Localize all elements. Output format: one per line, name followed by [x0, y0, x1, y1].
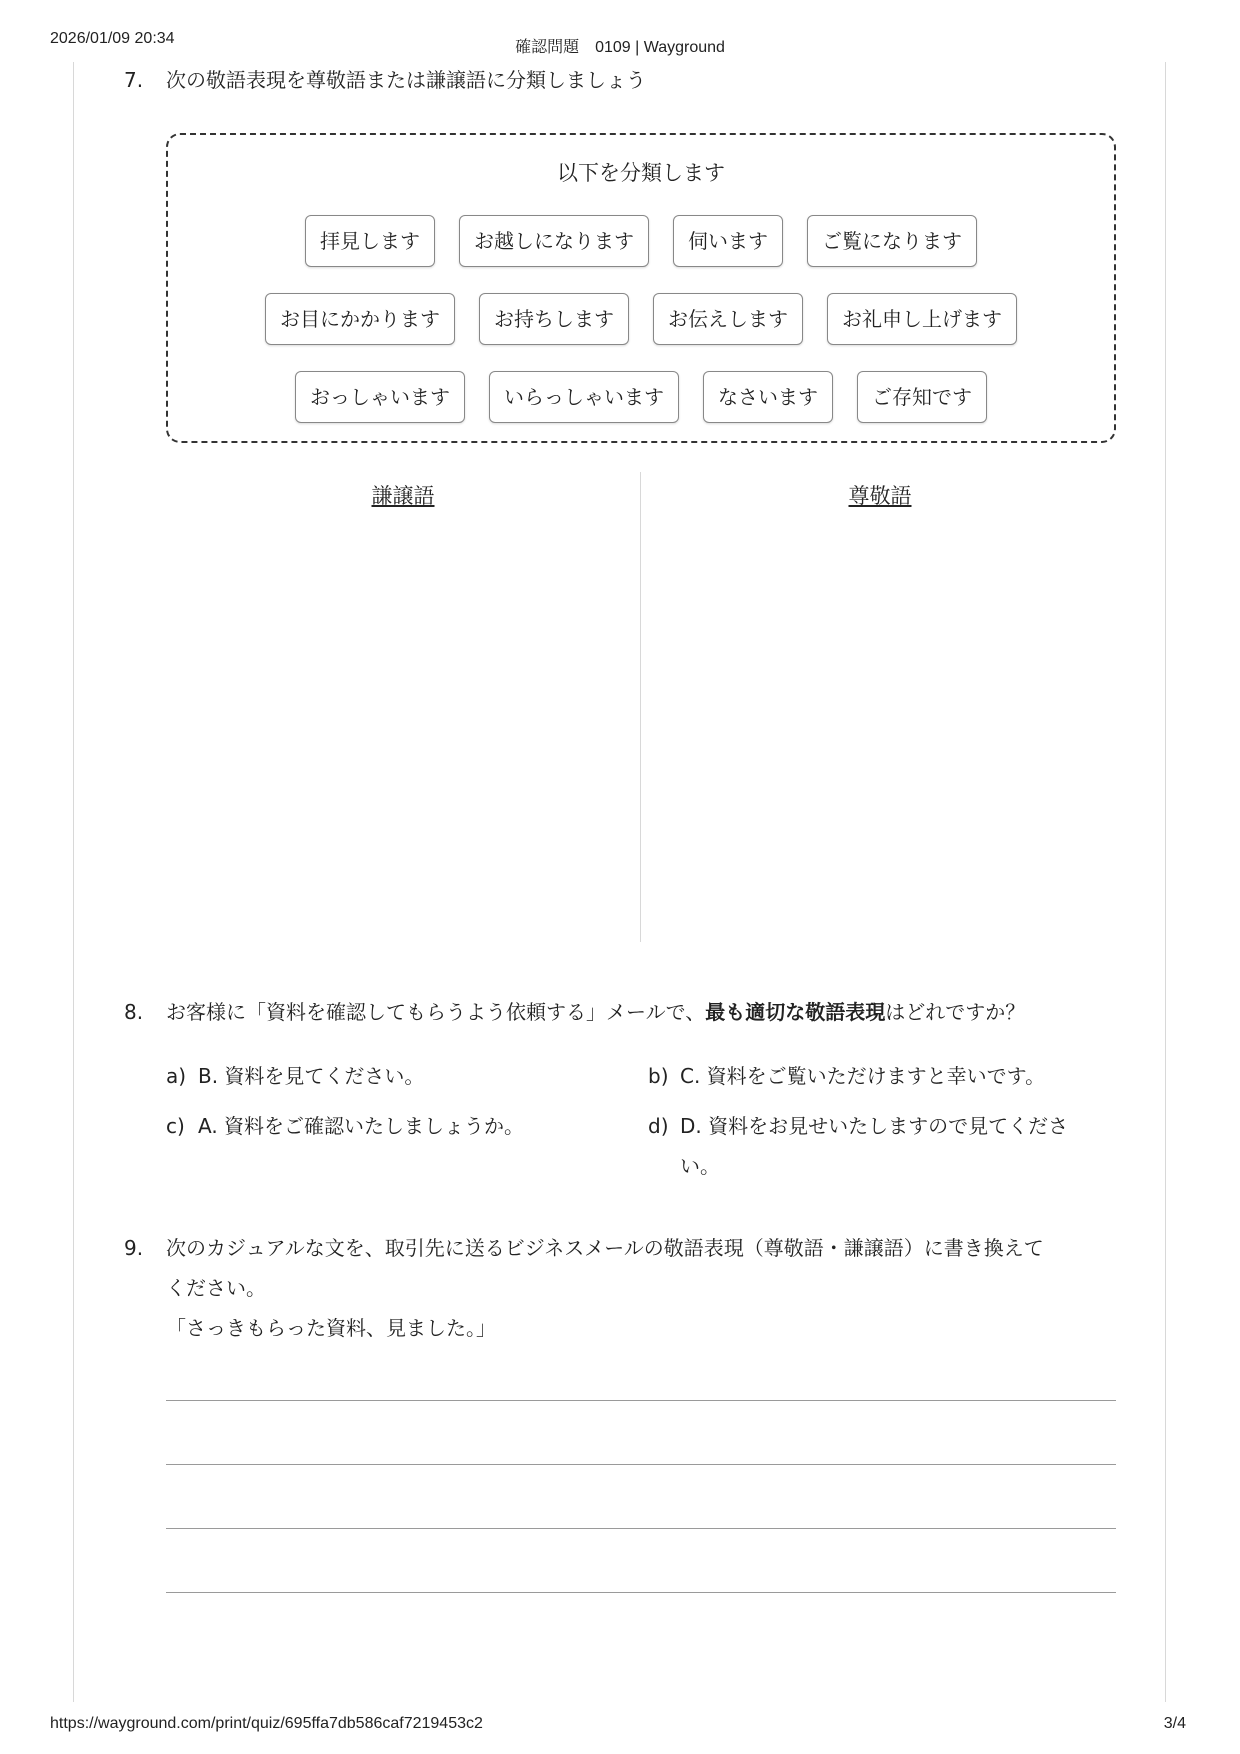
q7-chip[interactable]: ご存知です — [857, 371, 987, 423]
answer-line[interactable] — [166, 1528, 1116, 1529]
option-text: D. 資料をお見せいたしますので見てください。 — [680, 1114, 1069, 1178]
q9-line-1: 次のカジュアルな文を、取引先に送るビジネスメールの敬語表現（尊敬語・謙譲語）に書き換えて — [166, 1236, 1044, 1260]
option-text: C. 資料をご覧いただけますと幸いです。 — [680, 1064, 1046, 1088]
q8-text-bold: 最も適切な敬語表現 — [705, 1000, 886, 1024]
q7-chip[interactable]: お越しになります — [459, 215, 649, 267]
q7-chip-row-3 — [168, 371, 1114, 423]
q7-chip[interactable]: おっしゃいます — [295, 371, 465, 423]
option-label: c) — [166, 1114, 185, 1138]
answer-line[interactable] — [166, 1592, 1116, 1593]
page-border-right — [1165, 62, 1166, 1702]
q7-chip[interactable]: お持ちします — [479, 293, 629, 345]
q8-text — [166, 992, 1025, 1032]
q7-column-sonkeigo: 尊敬語 — [848, 484, 912, 508]
q9-line-2: ください。 — [166, 1276, 266, 1300]
q7-chip-row-1 — [168, 215, 1114, 267]
option-label: d) — [648, 1114, 669, 1138]
q7-column-kenjougo: 謙譲語 — [371, 484, 435, 508]
answer-line[interactable] — [166, 1464, 1116, 1465]
header-datetime: 2026/01/09 20:34 — [50, 30, 175, 47]
q9-line-3: 「さっきもらった資料、見ました。」 — [166, 1316, 496, 1340]
q7-chip[interactable]: お伝えします — [653, 293, 803, 345]
q9-number: 9. — [124, 1236, 144, 1260]
q7-chip[interactable]: 伺います — [673, 215, 783, 267]
q7-number: 7. — [124, 68, 144, 92]
q7-chip[interactable]: 拝見します — [305, 215, 435, 267]
q7-chip[interactable]: いらっしゃいます — [489, 371, 679, 423]
q7-chip-row-2 — [168, 293, 1114, 345]
q8-text-pre: お客様に「資料を確認してもらうよう依頼する」メールで、 — [166, 1000, 706, 1024]
q7-chip[interactable]: お礼申し上げます — [827, 293, 1017, 345]
option-label: b) — [648, 1064, 669, 1088]
q8-number: 8. — [124, 1000, 144, 1024]
option-text: A. 資料をご確認いたしましょうか。 — [198, 1114, 525, 1138]
q8-text-post: はどれですか？ — [885, 1000, 1026, 1024]
answer-line[interactable] — [166, 1400, 1116, 1401]
page-border-left — [73, 62, 74, 1702]
q7-column-divider — [640, 472, 641, 942]
header-title: 確認問題 0109 | Wayground — [515, 39, 725, 56]
q7-text: 次の敬語表現を尊敬語または謙譲語に分類しましょう — [166, 68, 646, 92]
q7-chip[interactable]: お目にかかります — [265, 293, 455, 345]
q7-chip[interactable]: なさいます — [703, 371, 833, 423]
q7-chip[interactable]: ご覧になります — [807, 215, 977, 267]
footer-url: https://wayground.com/print/quiz/695ffa7db586caf7219453c2 — [50, 1715, 483, 1732]
option-text: B. 資料を見てください。 — [198, 1064, 425, 1088]
option-label: a) — [166, 1064, 187, 1088]
q7-pool-title: 以下を分類します — [557, 161, 725, 185]
q7-item-pool — [166, 133, 1116, 443]
footer-page-number: 3/4 — [1163, 1715, 1186, 1732]
